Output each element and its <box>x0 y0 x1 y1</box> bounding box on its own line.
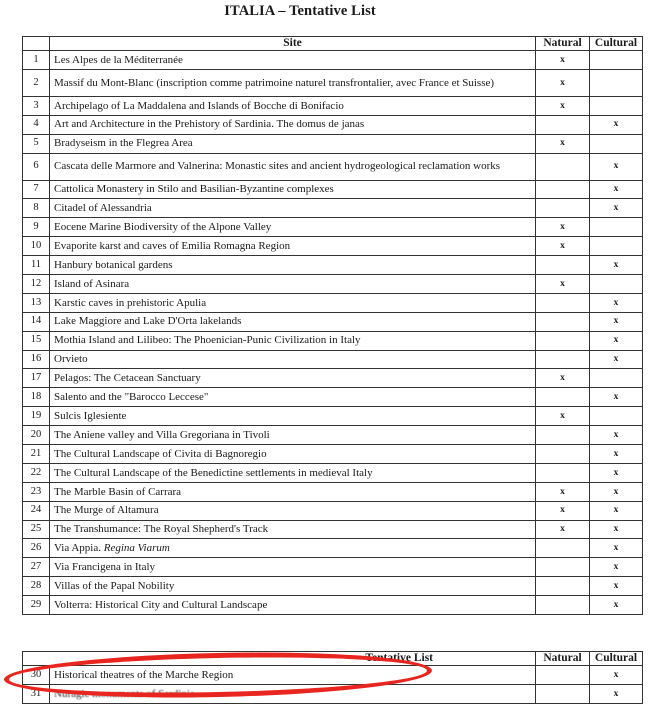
row-number: 20 <box>23 426 50 445</box>
site-name: Citadel of Alessandria <box>50 199 536 218</box>
cultural-mark: x <box>590 596 643 615</box>
row-number: 2 <box>23 69 50 96</box>
cultural-mark: x <box>590 501 643 520</box>
cultural-mark: x <box>590 312 643 331</box>
row-number: 6 <box>23 153 50 180</box>
row-number: 3 <box>23 96 50 115</box>
natural-mark <box>536 312 590 331</box>
cultural-mark: x <box>590 577 643 596</box>
natural-mark: x <box>536 237 590 256</box>
site-name: Karstic caves in prehistoric Apulia <box>50 293 536 312</box>
row-number: 19 <box>23 407 50 426</box>
natural-mark <box>536 685 590 704</box>
natural-mark <box>536 539 590 558</box>
site-name: Cattolica Monastery in Stilo and Basilian-Byzantine complexes <box>50 180 536 199</box>
table-row <box>23 520 643 539</box>
natural-mark <box>536 445 590 464</box>
row-number: 24 <box>23 501 50 520</box>
cultural-mark <box>590 407 643 426</box>
site-name: Bradyseism in the Flegrea Area <box>50 134 536 153</box>
site-name: The Marble Basin of Carrara <box>50 482 536 501</box>
cultural-mark <box>590 369 643 388</box>
natural-header: Natural <box>536 652 590 666</box>
row-number: 5 <box>23 134 50 153</box>
cultural-mark: x <box>590 463 643 482</box>
site-name <box>50 539 536 558</box>
natural-mark <box>536 666 590 685</box>
row-number: 29 <box>23 596 50 615</box>
row-number: 26 <box>23 539 50 558</box>
site-name-text: Via Appia. <box>54 542 104 555</box>
cultural-mark: x <box>590 520 643 539</box>
row-number: 16 <box>23 350 50 369</box>
table-row <box>23 426 643 445</box>
cultural-mark: x <box>590 685 643 704</box>
cultural-mark: x <box>590 115 643 134</box>
natural-mark <box>536 426 590 445</box>
site-name: Island of Asinara <box>50 275 536 294</box>
cultural-mark: x <box>590 256 643 275</box>
natural-mark <box>536 463 590 482</box>
table-row <box>23 153 643 180</box>
cultural-mark <box>590 51 643 70</box>
site-name: Lake Maggiore and Lake D'Orta lakelands <box>50 312 536 331</box>
row-number: 15 <box>23 331 50 350</box>
row-number: 13 <box>23 293 50 312</box>
site-name: Historical theatres of the Marche Region <box>50 666 536 685</box>
natural-mark <box>536 180 590 199</box>
cultural-mark: x <box>590 153 643 180</box>
natural-mark: x <box>536 51 590 70</box>
site-name: Pelagos: The Cetacean Sanctuary <box>50 369 536 388</box>
table-row <box>23 256 643 275</box>
cultural-header: Cultural <box>590 37 643 51</box>
site-name: Salento and the "Barocco Leccese" <box>50 388 536 407</box>
site-name: Art and Architecture in the Prehistory of Sardinia. The domus de janas <box>50 115 536 134</box>
natural-mark: x <box>536 482 590 501</box>
natural-mark <box>536 596 590 615</box>
table-row <box>23 293 643 312</box>
natural-mark: x <box>536 520 590 539</box>
site-name: Massif du Mont-Blanc (inscription comme patrimoine naturel transfrontalier, avec France et Suisse) <box>50 69 536 96</box>
natural-mark: x <box>536 96 590 115</box>
table-row <box>23 558 643 577</box>
natural-mark: x <box>536 369 590 388</box>
row-number: 8 <box>23 199 50 218</box>
site-name: Volterra: Historical City and Cultural Landscape <box>50 596 536 615</box>
table-row <box>23 199 643 218</box>
natural-mark: x <box>536 69 590 96</box>
table-row <box>23 685 643 704</box>
row-number: 14 <box>23 312 50 331</box>
row-number: 22 <box>23 463 50 482</box>
cultural-mark: x <box>590 293 643 312</box>
site-name: The Cultural Landscape of Civita di Bagnoregio <box>50 445 536 464</box>
row-number: 4 <box>23 115 50 134</box>
natural-mark <box>536 256 590 275</box>
cultural-mark: x <box>590 180 643 199</box>
cultural-mark: x <box>590 445 643 464</box>
table-row <box>23 388 643 407</box>
cultural-mark <box>590 218 643 237</box>
row-number: 11 <box>23 256 50 275</box>
table-row <box>23 350 643 369</box>
table-row <box>23 180 643 199</box>
site-name: Eocene Marine Biodiversity of the Alpone Valley <box>50 218 536 237</box>
table-row <box>23 275 643 294</box>
site-name: Sulcis Iglesiente <box>50 407 536 426</box>
natural-mark <box>536 558 590 577</box>
natural-mark <box>536 293 590 312</box>
row-number: 17 <box>23 369 50 388</box>
table-row <box>23 134 643 153</box>
table-header-row <box>23 37 643 51</box>
cultural-mark: x <box>590 482 643 501</box>
cultural-mark: x <box>590 199 643 218</box>
natural-mark <box>536 577 590 596</box>
natural-mark: x <box>536 275 590 294</box>
cultural-mark <box>590 96 643 115</box>
table-row <box>23 539 643 558</box>
site-name: Mothia Island and Lilibeo: The Phoenician-Punic Civilization in Italy <box>50 331 536 350</box>
natural-mark: x <box>536 134 590 153</box>
table-row <box>23 115 643 134</box>
table-row <box>23 69 643 96</box>
table-row <box>23 218 643 237</box>
site-name: The Cultural Landscape of the Benedictine settlements in medieval Italy <box>50 463 536 482</box>
site-name: The Murge of Altamura <box>50 501 536 520</box>
row-number: 12 <box>23 275 50 294</box>
table-row <box>23 312 643 331</box>
row-number: 7 <box>23 180 50 199</box>
row-number: 27 <box>23 558 50 577</box>
site-name: Archipelago of La Maddalena and Islands of Bocche di Bonifacio <box>50 96 536 115</box>
row-number: 25 <box>23 520 50 539</box>
cultural-mark: x <box>590 558 643 577</box>
table-row <box>23 445 643 464</box>
cultural-mark <box>590 275 643 294</box>
row-number: 31 <box>23 685 50 704</box>
table-header-row <box>23 652 643 666</box>
row-number: 18 <box>23 388 50 407</box>
site-name: Evaporite karst and caves of Emilia Romagna Region <box>50 237 536 256</box>
natural-mark: x <box>536 218 590 237</box>
site-name: Cascata delle Marmore and Valnerina: Monastic sites and ancient hydrogeological reclamation works <box>50 153 536 180</box>
cultural-mark: x <box>590 539 643 558</box>
cultural-header: Cultural <box>590 652 643 666</box>
table-row <box>23 407 643 426</box>
table-row <box>23 482 643 501</box>
page-gap <box>0 628 666 644</box>
natural-mark <box>536 388 590 407</box>
cultural-mark: x <box>590 331 643 350</box>
num-header <box>23 37 50 51</box>
natural-header: Natural <box>536 37 590 51</box>
cultural-mark: x <box>590 426 643 445</box>
cultural-mark: x <box>590 388 643 407</box>
cultural-mark <box>590 69 643 96</box>
cultural-mark <box>590 134 643 153</box>
natural-mark <box>536 350 590 369</box>
table-row <box>23 463 643 482</box>
table-row <box>23 369 643 388</box>
site-name: Villas of the Papal Nobility <box>50 577 536 596</box>
natural-mark <box>536 115 590 134</box>
row-number: 30 <box>23 666 50 685</box>
natural-mark <box>536 199 590 218</box>
tentative-list-table <box>22 36 643 615</box>
row-number: 10 <box>23 237 50 256</box>
table-row <box>23 331 643 350</box>
row-number: 9 <box>23 218 50 237</box>
table-row <box>23 51 643 70</box>
site-name: Hanbury botanical gardens <box>50 256 536 275</box>
site-name: Via Francigena in Italy <box>50 558 536 577</box>
row-number: 1 <box>23 51 50 70</box>
natural-mark: x <box>536 501 590 520</box>
site-name: The Transhumance: The Royal Shepherd's Track <box>50 520 536 539</box>
tentative-list-continued-table <box>22 651 643 704</box>
document-title: ITALIA – Tentative List <box>224 3 376 19</box>
table-row <box>23 237 643 256</box>
cultural-mark: x <box>590 350 643 369</box>
site-name: Orvieto <box>50 350 536 369</box>
row-number: 28 <box>23 577 50 596</box>
table-row <box>23 596 643 615</box>
cultural-mark: x <box>590 666 643 685</box>
site-header: Site <box>50 37 536 51</box>
table-row <box>23 666 643 685</box>
table-row <box>23 577 643 596</box>
table-row <box>23 96 643 115</box>
natural-mark: x <box>536 407 590 426</box>
cultural-mark <box>590 237 643 256</box>
tentative-list-header: Tentative List <box>23 652 536 666</box>
row-number: 23 <box>23 482 50 501</box>
natural-mark <box>536 153 590 180</box>
site-name: Nuragic monuments of Sardinia <box>50 685 536 704</box>
row-number: 21 <box>23 445 50 464</box>
site-name: Les Alpes de la Méditerranée <box>50 51 536 70</box>
natural-mark <box>536 331 590 350</box>
site-name-italic: Regina Viarum <box>103 542 170 555</box>
table-row <box>23 501 643 520</box>
site-name: The Aniene valley and Villa Gregoriana in Tivoli <box>50 426 536 445</box>
